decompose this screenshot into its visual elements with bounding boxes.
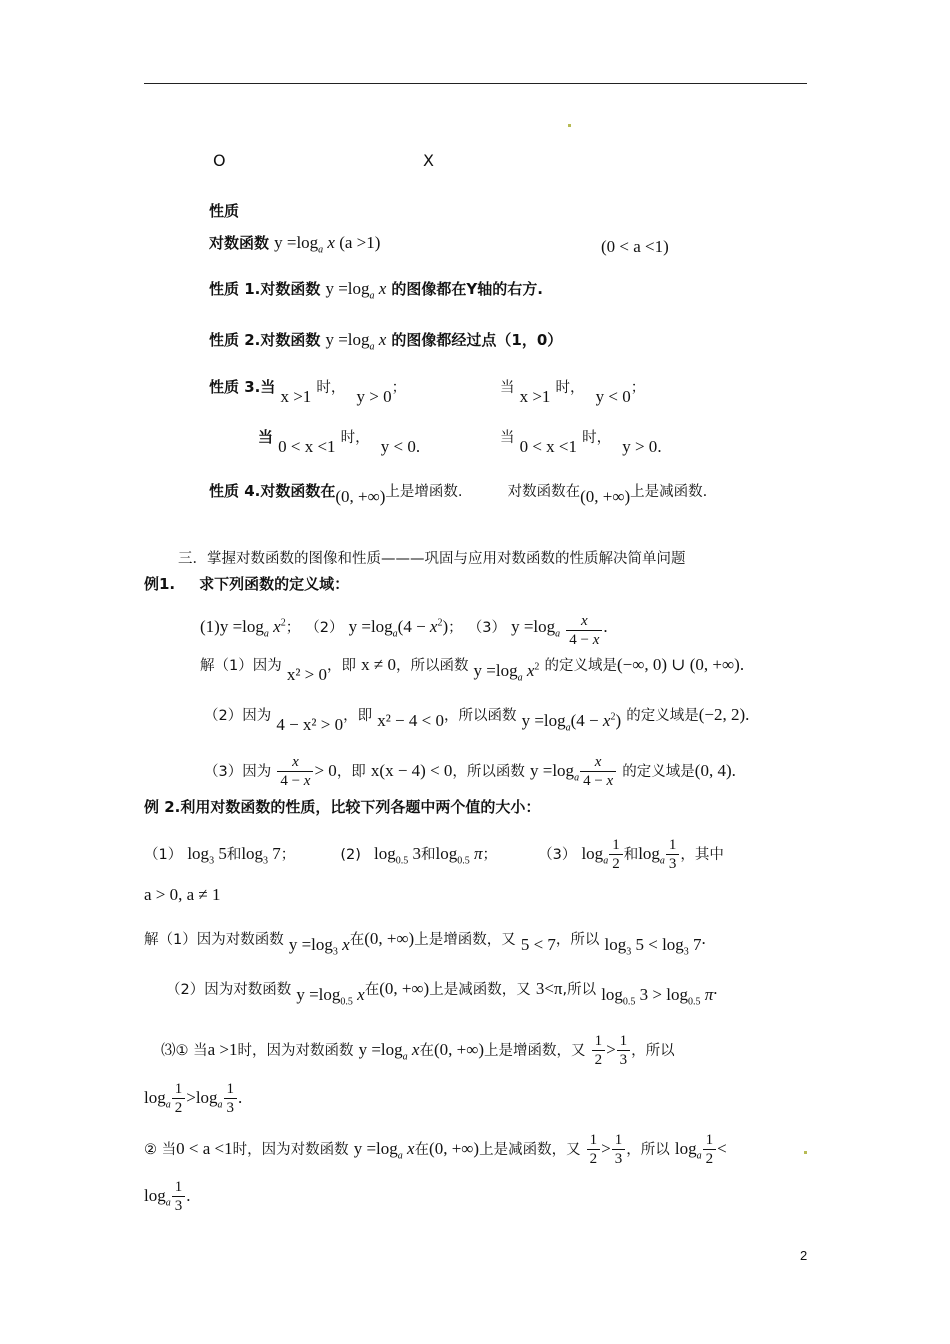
example-2-solution-1: 解（1）因为对数函数 $y =\log_3$ x在(0, +∞)上是增函数，又 5 < 7，所以 $\log_3 5 < \log_3 7$. — [144, 929, 706, 958]
section-3-heading: 三．掌握对数函数的图像和性质———巩固与应用对数函数的性质解决简单问题 — [178, 551, 686, 567]
header-rule — [144, 83, 807, 84]
definition-cond-2: (0 < a <1) — [601, 237, 669, 256]
property-3-right: 当 x >1 时， y < 0； — [500, 380, 646, 406]
example-2-heading: 例 2.利用对数函数的性质，比较下列各题中两个值的大小： — [144, 798, 541, 816]
property-4: 性质 4.对数函数在(0, +∞)上是增函数. 对数函数在(0, +∞)上是减函数. — [209, 482, 708, 506]
x-axis-label: X — [423, 151, 434, 170]
definition-line — [209, 233, 381, 256]
property-1: 性质 1.对数函数 $y =\log_a$ x 的图像都在Y轴的右方. — [209, 279, 543, 302]
example-2-questions: （1） $\log_3 5$和$\log_3 7$； (2) $\log_{0.5} 3$和$\log_{0.5} \pi$； （3） $\log_a$ $\frac{1}{2}$ 和$\log_a$ $\frac{1}{3}$ ，其中 — [144, 837, 724, 872]
example-2-solution-3-result: $\log_a$ $\frac{1}{2}$ $>\log_a$ $\frac{1}{3}$ . — [144, 1081, 243, 1116]
property-3-lower-right: 当 0 < x <1 时， y > 0. — [500, 430, 662, 456]
page-number: 2 — [800, 1248, 808, 1263]
stray-mark — [568, 124, 571, 127]
example-1-items: $(1)y =\log_a$ $x^2$； （2） $y =\log_a(4 - x^2)$； （3） $y =\log_a$ $\frac{x}{4 - x}$ . — [200, 613, 608, 648]
example-2-condition: a > 0, a ≠ 1 — [144, 885, 221, 904]
example-1-heading: 例1. 求下列函数的定义域： — [144, 575, 350, 593]
properties-heading: 性质 — [209, 202, 240, 220]
example-2-solution-4: ② 当0 < a <1时，因为对数函数 $y =\log_a$ x在(0, +∞)上是减函数，又 $\frac{1}{2}$ > $\frac{1}{3}$ ，所以 $\log_a$ $\frac{1}{2}$ < — [144, 1132, 727, 1167]
property-3-left: 性质 3.当 x >1 时， y > 0； — [209, 378, 407, 406]
definition-label: 对数函数 — [209, 234, 270, 252]
example-2-solution-2: （2）因为对数函数 $y =\log_{0.5}$ x在(0, +∞)上是减函数，又 3<π,所以 $\log_{0.5} 3 > \log_{0.5} \pi$. — [166, 979, 718, 1008]
property-2: 性质 2.对数函数 $y =\log_a$ x 的图像都经过点（1，0） — [209, 330, 563, 353]
example-1-solution-3: （3）因为 $\frac{x}{4 - x}$ > 0，即 x(x − 4) < 0，所以函数 $y =\log_a$ $\frac{x}{4 - x}$ 的定义域是(0, 4). — [204, 754, 736, 789]
origin-label: O — [213, 151, 226, 170]
stray-mark-2 — [804, 1151, 807, 1154]
example-1-solution-1: 解（1）因为 x² > 0，即 x ≠ 0，所以函数 $y =\log_a$ $x^2$ 的定义域是(−∞, 0) ∪ (0, +∞). — [200, 655, 745, 684]
example-1-solution-2: （2）因为 4 − x² > 0，即 x² − 4 < 0，所以函数 $y =\log_a(4 - x^2)$ 的定义域是(−2, 2). — [204, 705, 750, 734]
example-2-solution-4-result: $\log_a$ $\frac{1}{3}$ . — [144, 1179, 191, 1214]
property-3-lower-left: 当 0 < x <1 时， y < 0. — [258, 428, 421, 456]
example-2-solution-3: ⑶① 当a >1时，因为对数函数 $y =\log_a$ x在(0, +∞)上是增函数，又 $\frac{1}{2}$ > $\frac{1}{3}$ ，所以 — [161, 1033, 675, 1068]
definition-formula: $y =\log_a$ x (a >1) — [274, 233, 381, 256]
